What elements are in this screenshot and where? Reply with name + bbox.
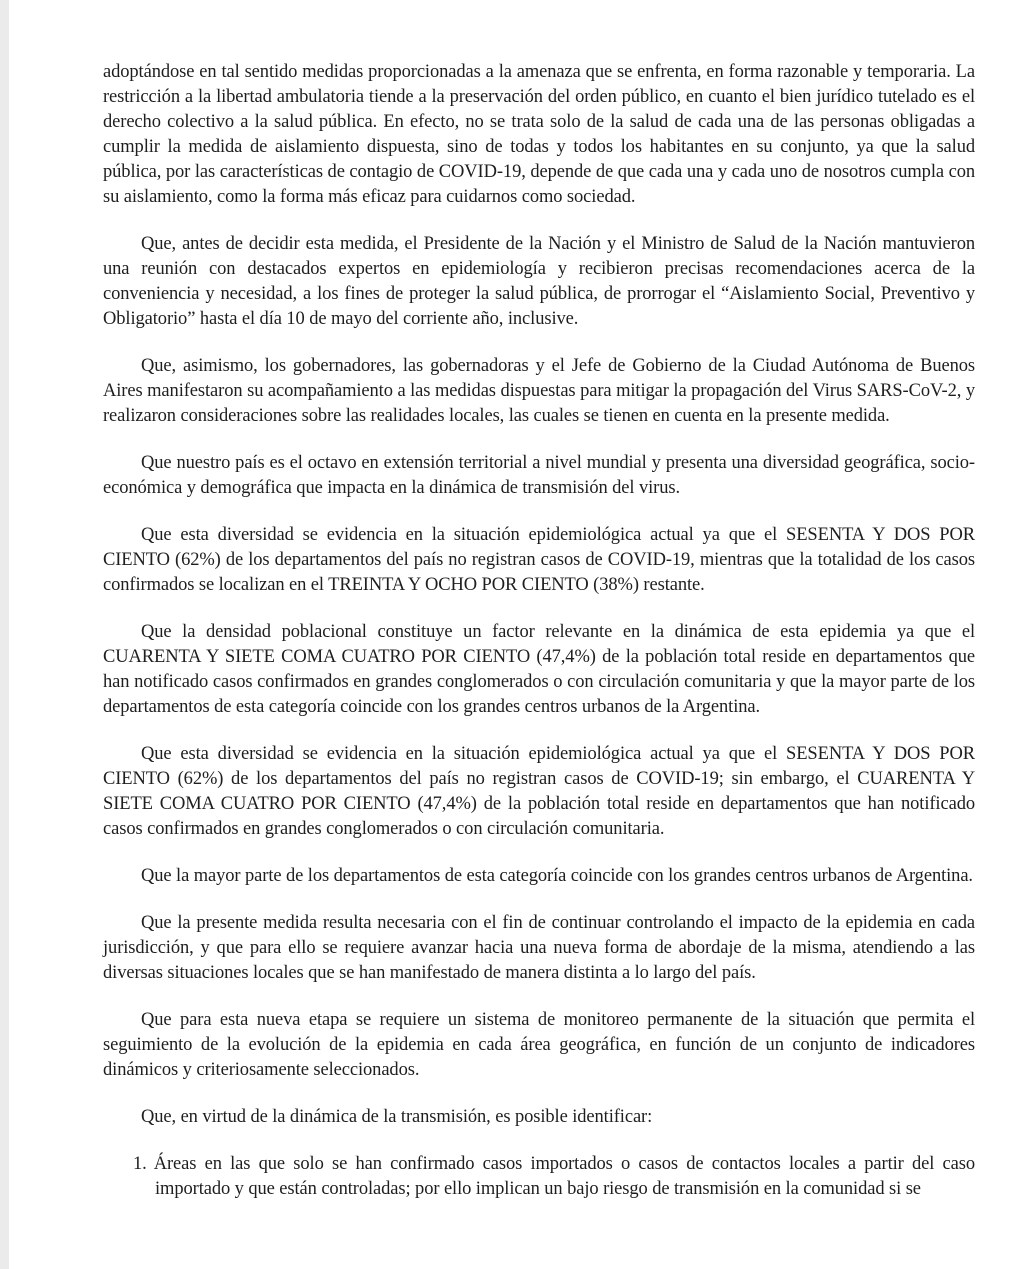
scan-edge-shadow bbox=[0, 0, 9, 1269]
list-item-text: Áreas en las que solo se han confirmado casos importados o casos de contactos locales a partir del caso importado y que están controladas; por ello implican un bajo riesgo de transmisión en la comunidad si se bbox=[153, 1154, 975, 1199]
paragraph-recital-4: Que esta diversidad se evidencia en la situación epidemiológica actual ya que el SESENTA Y DOS POR CIENTO (62%) de los departamentos del país no registran casos de COVID-19, mientras que la totalidad de los casos confirmados se localizan en el TREINTA Y OCHO POR CIENTO (38%) restante. bbox=[103, 525, 975, 595]
paragraph-continuation: adoptándose en tal sentido medidas proporcionadas a la amenaza que se enfrenta, en forma razonable y temporaria. La restricción a la libertad ambulatoria tiende a la preservación del orden público, en cuanto el bien jurídico tutelado es el derecho colectivo a la salud pública. En efecto, no se trata solo de la salud de cada una de las personas obligadas a cumplir la medida de aislamiento dispuesta, sino de todas y todos los habitantes en su conjunto, ya que la salud pública, por las características de contagio de COVID-19, depende de que cada una y cada uno de nosotros cumpla con su aislamiento, como la forma más eficaz para cuidarnos como sociedad. bbox=[103, 62, 975, 207]
paragraph-recital-3: Que nuestro país es el octavo en extensión territorial a nivel mundial y presenta una diversidad geográfica, socio-económica y demográfica que impacta en la dinámica de transmisión del virus. bbox=[103, 453, 975, 498]
paragraph-recital-8: Que la presente medida resulta necesaria con el fin de continuar controlando el impacto de la epidemia en cada jurisdicción, y que para ello se requiere avanzar hacia una nueva forma de abordaje de la misma, atendiendo a las diversas situaciones locales que se han manifestado de manera distinta a lo largo del país. bbox=[103, 913, 975, 983]
paragraph-recital-9: Que para esta nueva etapa se requiere un sistema de monitoreo permanente de la situación que permita el seguimiento de la evolución de la epidemia en cada área geográfica, en función de un conjunto de indicadores dinámicos y criteriosamente seleccionados. bbox=[103, 1010, 975, 1080]
list-item-marker: 1. bbox=[133, 1154, 147, 1174]
paragraph-recital-2: Que, asimismo, los gobernadores, las gobernadoras y el Jefe de Gobierno de la Ciudad Autónoma de Buenos Aires manifestaron su acompañamiento a las medidas dispuestas para mitigar la propagación del Virus SARS-CoV-2, y realizaron consideraciones sobre las realidades locales, las cuales se tienen en cuenta en la presente medida. bbox=[103, 356, 975, 426]
paragraph-recital-10: Que, en virtud de la dinámica de la transmisión, es posible identificar: bbox=[141, 1107, 653, 1127]
paragraph-recital-5: Que la densidad poblacional constituye un factor relevante en la dinámica de esta epidemia ya que el CUARENTA Y SIETE COMA CUATRO POR CIENTO (47,4%) de la población total reside en departamentos que han notificado casos confirmados en grandes conglomerados o con circulación comunitaria y que la mayor parte de los departamentos de esta categoría coincide con los grandes centros urbanos de la Argentina. bbox=[103, 622, 975, 717]
paragraph-recital-1: Que, antes de decidir esta medida, el Presidente de la Nación y el Ministro de Salud de la Nación mantuvieron una reunión con destacados expertos en epidemiología y recibieron precisas recomendaciones acerca de la conveniencia y necesidad, a los fines de proteger la salud pública, de prorrogar el “Aislamiento Social, Preventivo y Obligatorio” hasta el día 10 de mayo del corriente año, inclusive. bbox=[103, 234, 975, 329]
numbered-list-item-1 bbox=[133, 1152, 975, 1202]
paragraph-recital-6: Que esta diversidad se evidencia en la situación epidemiológica actual ya que el SESENTA Y DOS POR CIENTO (62%) de los departamentos del país no registran casos de COVID-19; sin embargo, el CUARENTA Y SIETE COMA CUATRO POR CIENTO (47,4%) de la población total reside en departamentos que han notificado casos confirmados en grandes conglomerados o con circulación comunitaria. bbox=[103, 744, 975, 839]
paragraph-recital-7: Que la mayor parte de los departamentos de esta categoría coincide con los grandes centros urbanos de Argentina. bbox=[141, 866, 973, 886]
